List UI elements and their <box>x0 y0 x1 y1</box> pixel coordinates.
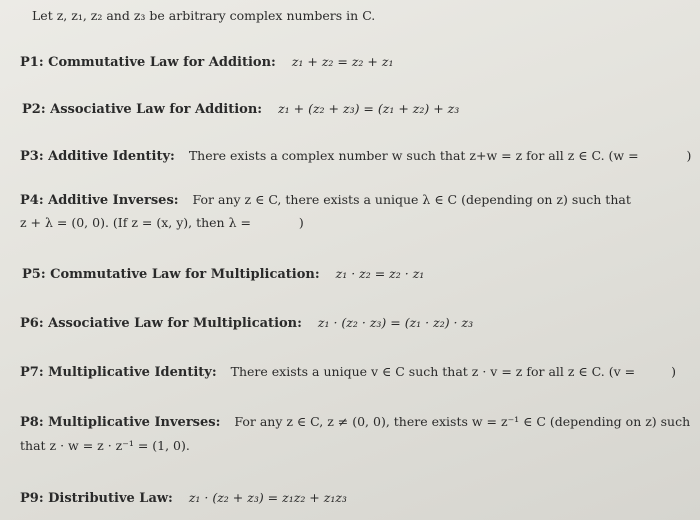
property-p9 <box>20 490 347 506</box>
p8-text-2: that z · w = z · z⁻¹ = (1, 0). <box>20 438 190 453</box>
property-p3 <box>20 148 691 164</box>
property-p5 <box>22 266 424 282</box>
p4-text-2: z + λ = (0, 0). (If z = (x, y), then λ = <box>20 215 251 230</box>
property-p7 <box>20 364 676 380</box>
property-p4 <box>20 192 631 208</box>
property-p6 <box>20 315 473 331</box>
property-p1 <box>20 54 393 70</box>
p3-label: P3: Additive Identity: <box>20 149 175 164</box>
p9-formula: z₁ · (z₂ + z₃) = z₁z₂ + z₁z₃ <box>188 490 347 505</box>
property-p8 <box>20 414 690 430</box>
p3-text: There exists a complex number w such that z+w = z for all z ∈ C. (w = <box>188 148 639 163</box>
p6-label: P6: Associative Law for Multiplication: <box>20 316 302 331</box>
p7-text: There exists a unique v ∈ C such that z · v = z for all z ∈ C. (v = <box>230 364 636 379</box>
p8-label: P8: Multiplicative Inverses: <box>20 415 221 430</box>
p4-close: ) <box>298 215 304 230</box>
p2-formula: z₁ + (z₂ + z₃) = (z₁ + z₂) + z₃ <box>278 101 460 116</box>
p3-close: ) <box>686 148 692 163</box>
p7-label: P7: Multiplicative Identity: <box>20 365 217 380</box>
p4-label: P4: Additive Inverses: <box>20 193 179 208</box>
p4-text-1: For any z ∈ C, there exists a unique λ ∈ C (depending on z) such that <box>192 192 631 207</box>
p6-formula: z₁ · (z₂ · z₃) = (z₁ · z₂) · z₃ <box>317 315 474 330</box>
intro-text: Let z, z₁, z₂ and z₃ be arbitrary complex numbers in C. <box>32 8 376 23</box>
p5-label: P5: Commutative Law for Multiplication: <box>22 267 320 282</box>
property-p8-line2 <box>20 438 190 453</box>
p5-formula: z₁ · z₂ = z₂ · z₁ <box>335 266 425 281</box>
p9-label: P9: Distributive Law: <box>20 491 173 506</box>
property-p2 <box>22 101 459 117</box>
p2-label: P2: Associative Law for Addition: <box>22 102 263 117</box>
p8-text-1: For any z ∈ C, z ≠ (0, 0), there exists w = z⁻¹ ∈ C (depending on z) such <box>234 414 691 429</box>
p7-close: ) <box>671 364 676 379</box>
property-p4-line2 <box>20 215 304 230</box>
p1-label: P1: Commutative Law for Addition: <box>20 55 276 70</box>
p1-formula: z₁ + z₂ = z₂ + z₁ <box>291 54 394 69</box>
